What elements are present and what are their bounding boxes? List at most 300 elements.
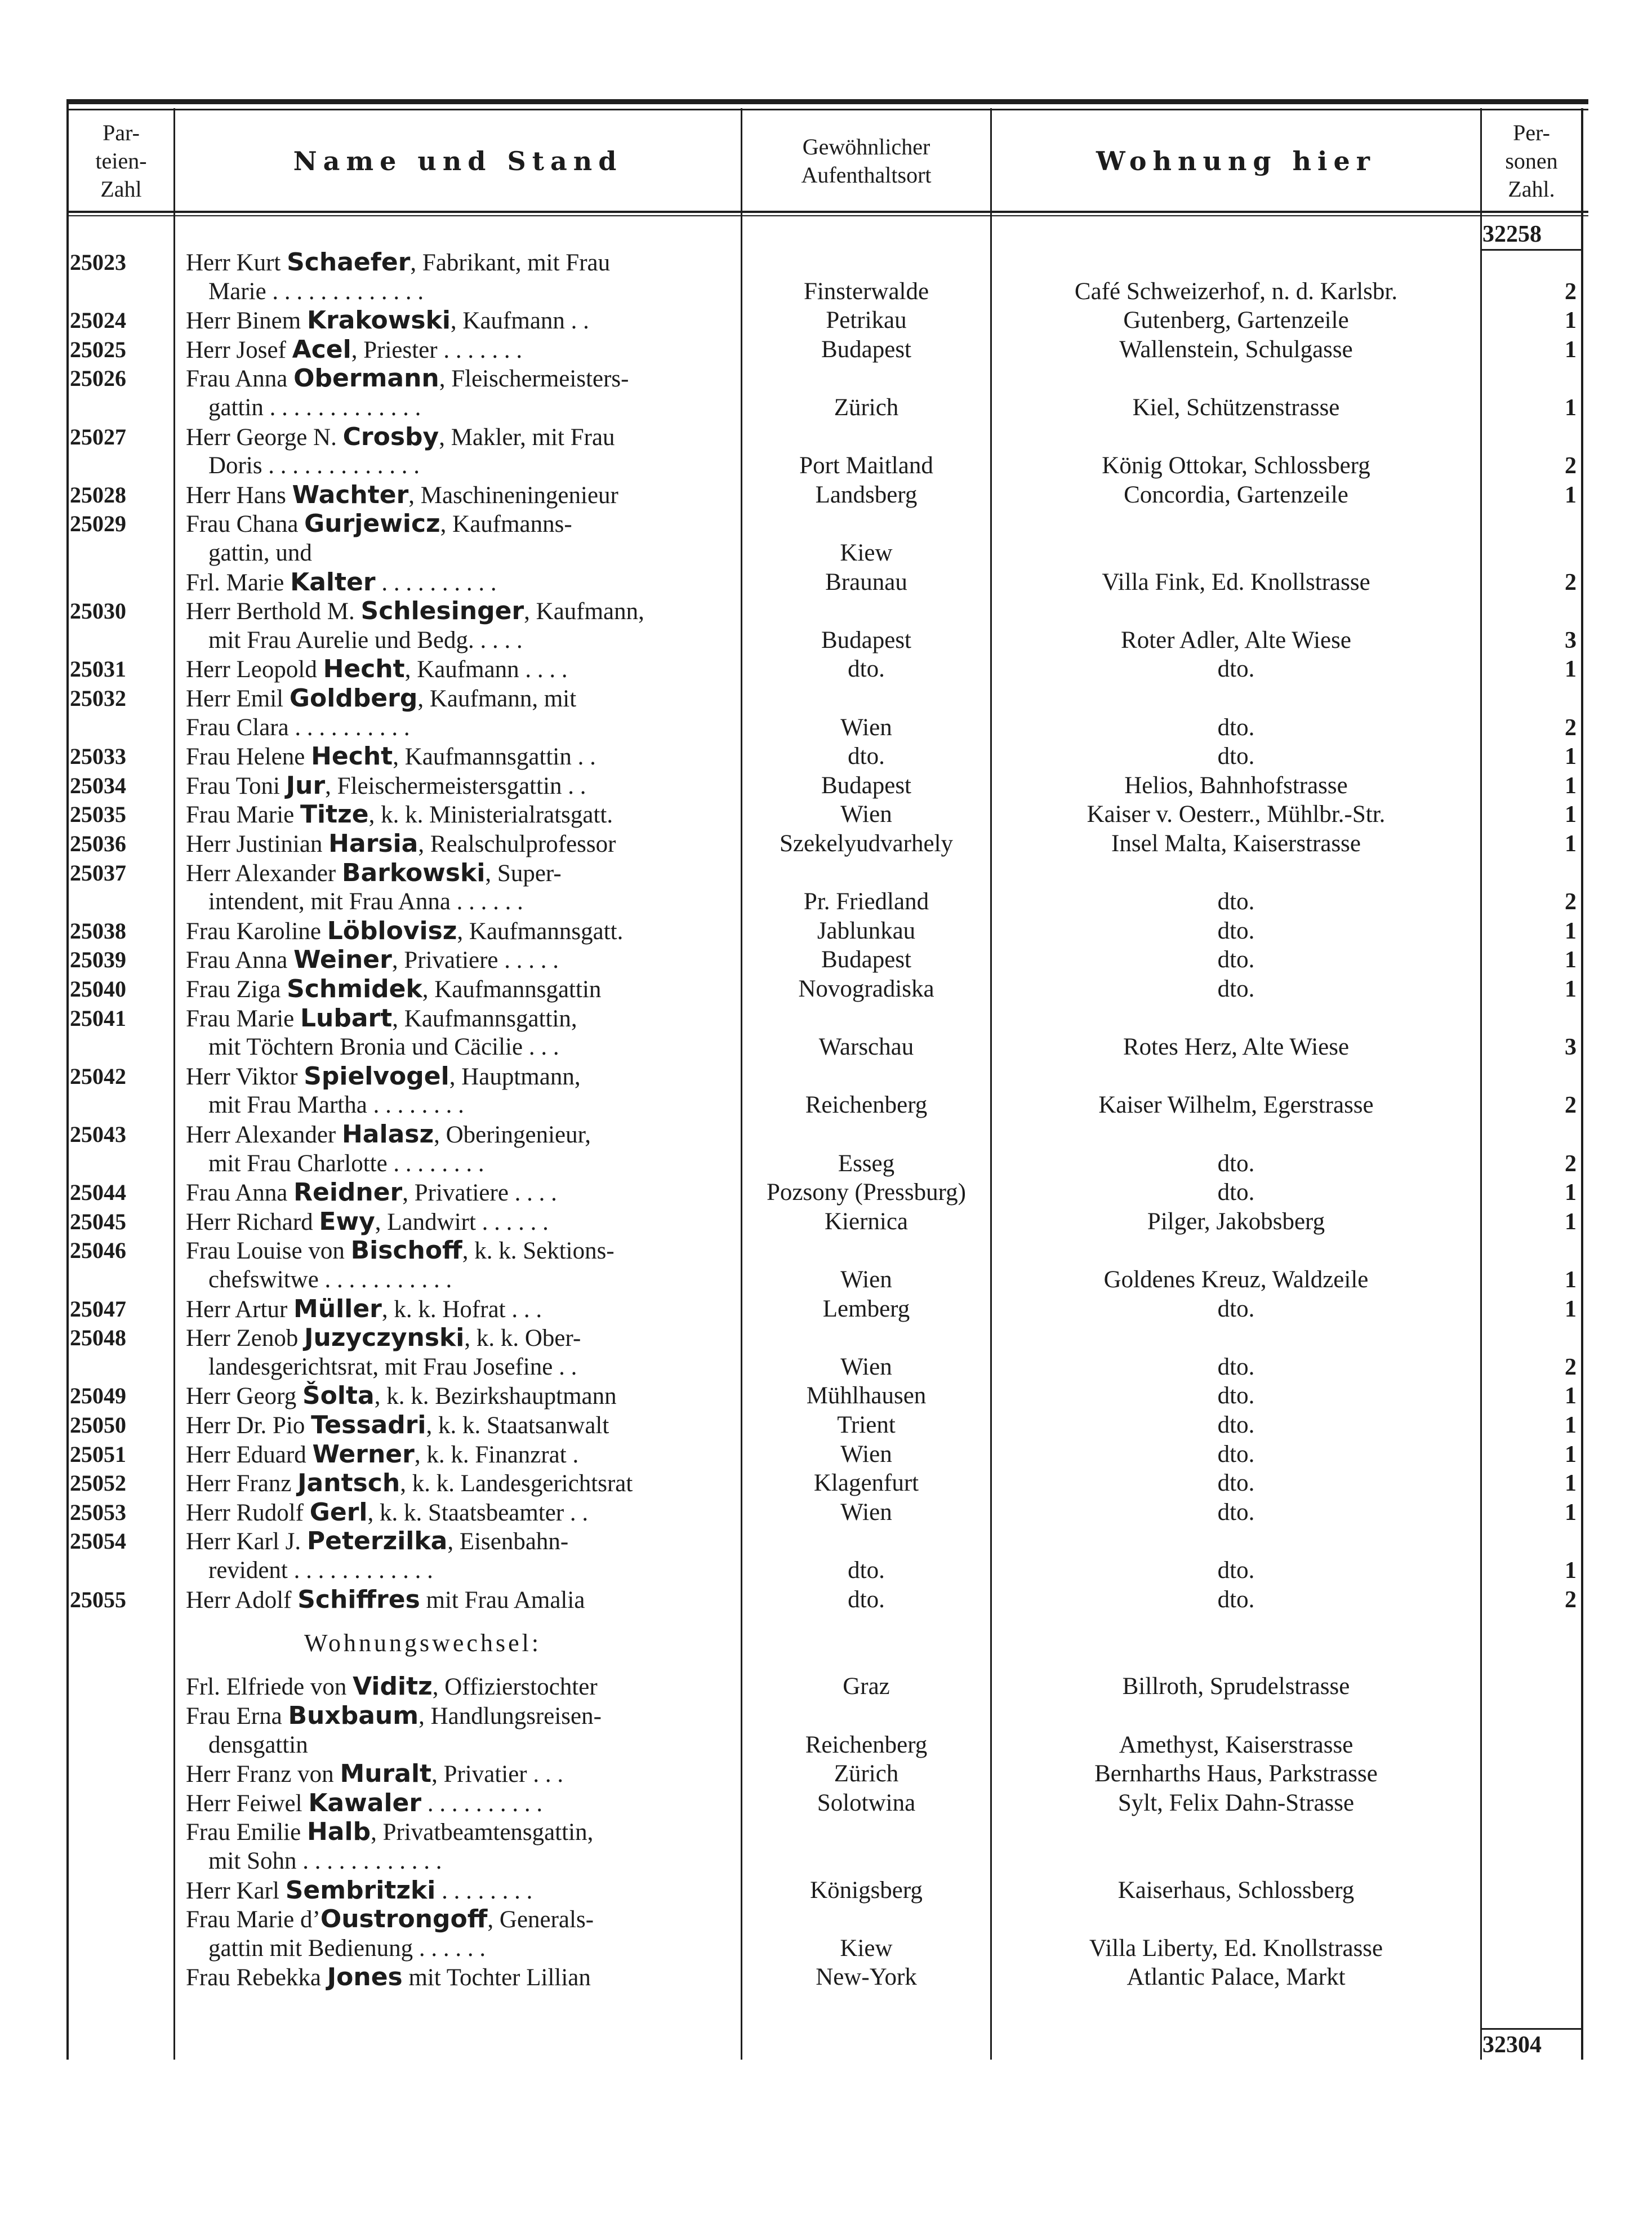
entry-residence: dto. bbox=[1217, 656, 1255, 683]
name-text: , Offizierstochter bbox=[432, 1674, 598, 1701]
entry-name-line bbox=[208, 1265, 741, 1295]
name-text: Herr Artur bbox=[186, 1296, 294, 1323]
surname: Werner bbox=[312, 1439, 415, 1469]
header-col-number-l2: teien- bbox=[95, 148, 147, 174]
entry-number: 25052 bbox=[70, 1470, 126, 1496]
name-text: Frau Emilie bbox=[186, 1819, 307, 1846]
entry-name-line bbox=[186, 1759, 741, 1789]
entry-origin: Landsberg bbox=[815, 481, 918, 508]
entry-origin: Wien bbox=[840, 1440, 892, 1468]
surname: Schiffres bbox=[297, 1585, 420, 1614]
entry-residence: dto. bbox=[1217, 1179, 1255, 1206]
entry-name-line bbox=[208, 1847, 741, 1876]
surname: Obermann bbox=[293, 364, 439, 393]
entry-name-line bbox=[186, 1120, 741, 1150]
entry-persons: 2 bbox=[1565, 1150, 1577, 1177]
surname: Peterzilka bbox=[306, 1527, 448, 1556]
entry-name-line bbox=[186, 1207, 741, 1237]
entry-name-line bbox=[186, 975, 741, 1004]
name-text: Herr Zenob bbox=[186, 1325, 305, 1352]
entry-name-line bbox=[186, 597, 741, 626]
name-text: Herr Eduard bbox=[186, 1441, 313, 1468]
entry-persons: 2 bbox=[1565, 569, 1577, 595]
entry-number: 25032 bbox=[70, 686, 126, 711]
entry-persons: 1 bbox=[1565, 947, 1577, 973]
entry-name-line bbox=[186, 917, 741, 946]
name-text: gattin, und bbox=[208, 540, 312, 566]
header-col-origin-l2: Aufenthaltsort bbox=[801, 162, 932, 188]
name-text: Frau Clara . . . . . . . . . . bbox=[186, 714, 410, 741]
entry-name-line bbox=[186, 1295, 741, 1324]
section-title: Wohnungswechsel: bbox=[304, 1629, 542, 1657]
entry-residence: dto. bbox=[1217, 946, 1255, 973]
name-text: Herr Berthold M. bbox=[186, 598, 361, 625]
name-text: . . . . . . . . bbox=[435, 1877, 533, 1904]
entry-name-line bbox=[186, 829, 741, 859]
surname: Löblovisz bbox=[327, 916, 457, 945]
name-text: Herr Alexander bbox=[186, 1122, 342, 1148]
entry-origin: Trient bbox=[837, 1412, 896, 1438]
name-text: Frau Erna bbox=[186, 1703, 288, 1729]
name-text: intendent, mit Frau Anna . . . . . . bbox=[208, 888, 523, 915]
name-text: mit Töchtern Bronia und Cäcilie . . . bbox=[208, 1034, 559, 1061]
entry-name-line bbox=[186, 509, 741, 539]
header-col-persons-l1: Per- bbox=[1513, 120, 1550, 145]
entry-residence: dto. bbox=[1217, 1382, 1255, 1410]
entry-persons: 2 bbox=[1565, 714, 1577, 741]
surname: Halasz bbox=[341, 1120, 434, 1149]
entry-origin: Budapest bbox=[821, 336, 912, 363]
entry-name-line bbox=[186, 800, 741, 830]
entry-persons: 2 bbox=[1565, 889, 1577, 915]
entry-name-line bbox=[186, 1527, 741, 1557]
entry-origin: Budapest bbox=[821, 772, 912, 799]
name-text: densgattin bbox=[208, 1731, 308, 1758]
entry-number: 25033 bbox=[70, 744, 126, 770]
surname: Buxbaum bbox=[288, 1701, 419, 1730]
surname: Schlesinger bbox=[360, 597, 524, 626]
surname: Crosby bbox=[342, 422, 439, 451]
surname: Kawaler bbox=[308, 1788, 422, 1817]
surname: Weiner bbox=[293, 945, 392, 975]
name-text: chefswitwe . . . . . . . . . . . bbox=[208, 1266, 452, 1293]
name-text: , Super- bbox=[485, 860, 562, 887]
entry-origin: Szekelyudvarhely bbox=[779, 830, 954, 857]
entry-residence: Wallenstein, Schulgasse bbox=[1119, 336, 1353, 363]
entry-persons: 3 bbox=[1565, 627, 1577, 653]
surname: Müller bbox=[293, 1294, 382, 1323]
name-text: Herr Viktor bbox=[186, 1063, 304, 1090]
change-origin: Zürich bbox=[834, 1760, 899, 1788]
surname: Jones bbox=[327, 1963, 403, 1992]
entry-number: 25046 bbox=[70, 1238, 126, 1264]
surname: Jur bbox=[286, 771, 326, 800]
entry-name-line bbox=[186, 1323, 741, 1353]
entry-residence: Rotes Herz, Alte Wiese bbox=[1123, 1034, 1350, 1061]
entry-number: 25030 bbox=[70, 598, 126, 624]
name-text: , Kaufmannsgatt. bbox=[457, 918, 624, 945]
entry-persons: 1 bbox=[1565, 802, 1577, 828]
surname: Hecht bbox=[323, 655, 405, 684]
entry-number: 25029 bbox=[70, 511, 126, 537]
entry-name-line bbox=[186, 248, 741, 278]
entry-origin: Kiew bbox=[840, 540, 893, 566]
entry-name-line bbox=[186, 1440, 741, 1470]
name-text: Herr Rudolf bbox=[186, 1499, 310, 1526]
entry-residence: Roter Adler, Alte Wiese bbox=[1121, 626, 1351, 653]
change-origin: Königsberg bbox=[810, 1877, 923, 1904]
name-text: Frau Helene bbox=[186, 744, 311, 771]
entry-persons: 1 bbox=[1565, 336, 1577, 363]
entry-origin: Budapest bbox=[821, 626, 912, 653]
name-text: Frau Anna bbox=[186, 947, 294, 974]
entry-residence: dto. bbox=[1217, 1470, 1255, 1497]
entry-name-line bbox=[186, 364, 741, 394]
entry-number: 25035 bbox=[70, 802, 126, 828]
surname: Gerl bbox=[309, 1497, 368, 1527]
entry-residence: dto. bbox=[1217, 714, 1255, 741]
entry-name-line bbox=[186, 568, 741, 598]
entry-residence: dto. bbox=[1217, 1353, 1255, 1380]
entry-persons: 2 bbox=[1565, 1354, 1577, 1380]
name-text: , Kaufmanns- bbox=[440, 511, 572, 538]
name-text: , Kaufmannsgattin bbox=[422, 976, 602, 1003]
name-text: , Hauptmann, bbox=[449, 1063, 581, 1090]
name-text: , Fleischermeistersgattin . . bbox=[325, 772, 586, 799]
entry-name-line bbox=[186, 1381, 741, 1411]
entry-number: 25051 bbox=[70, 1441, 126, 1467]
name-text: , Privatier . . . bbox=[431, 1761, 564, 1788]
change-residence: Amethyst, Kaiserstrasse bbox=[1119, 1731, 1353, 1758]
entry-origin: Warschau bbox=[818, 1034, 914, 1061]
name-text: . . . . . . . . . . bbox=[421, 1790, 543, 1817]
name-text: , k. k. Finanzrat . bbox=[414, 1441, 579, 1468]
entry-residence: dto. bbox=[1217, 1440, 1255, 1468]
entry-number: 25053 bbox=[70, 1499, 126, 1525]
left-border bbox=[66, 99, 69, 2060]
name-text: , Eisenbahn- bbox=[447, 1528, 569, 1555]
name-text: mit Frau Martha . . . . . . . . bbox=[208, 1092, 464, 1119]
name-text: , Kaufmann . . . . bbox=[404, 656, 568, 683]
entry-origin: Lemberg bbox=[822, 1295, 910, 1322]
entry-name-line bbox=[186, 1672, 741, 1702]
entry-number: 25041 bbox=[70, 1005, 126, 1031]
name-text: , Fleischermeisters- bbox=[439, 366, 629, 393]
name-text: Frl. Elfriede von bbox=[186, 1674, 353, 1701]
name-text: Frau Anna bbox=[186, 366, 294, 393]
entry-residence: Gutenberg, Gartenzeile bbox=[1123, 307, 1349, 334]
name-text: gattin mit Bedienung . . . . . . bbox=[208, 1935, 486, 1962]
entry-residence: Villa Fink, Ed. Knollstrasse bbox=[1102, 568, 1370, 595]
name-text: , Makler, mit Frau bbox=[439, 424, 615, 451]
entry-name-line bbox=[186, 1585, 741, 1615]
name-text: , k. k. Staatsanwalt bbox=[426, 1412, 609, 1439]
carry-in-total: 32258 bbox=[1482, 221, 1542, 247]
entry-persons: 1 bbox=[1565, 1499, 1577, 1526]
header-col-persons-l3: Zahl. bbox=[1508, 176, 1555, 202]
name-text: Herr Hans bbox=[186, 482, 292, 509]
entry-persons: 1 bbox=[1565, 395, 1577, 421]
header-col-persons bbox=[1482, 113, 1581, 210]
name-text: Frau Anna bbox=[186, 1180, 294, 1207]
entry-residence: dto. bbox=[1217, 1412, 1255, 1438]
name-text: Herr Feiwel bbox=[186, 1790, 309, 1817]
entry-number: 25047 bbox=[70, 1296, 126, 1322]
header-col-origin-l1: Gewöhnlicher bbox=[802, 134, 930, 159]
entry-number: 25044 bbox=[70, 1180, 126, 1206]
name-text: Herr Richard bbox=[186, 1208, 319, 1235]
entry-residence: dto. bbox=[1217, 1150, 1255, 1177]
surname: Muralt bbox=[340, 1759, 432, 1789]
entry-origin: Kiernica bbox=[824, 1208, 909, 1235]
name-text: mit Frau Amalia bbox=[420, 1586, 585, 1613]
entry-origin: Wien bbox=[840, 1499, 892, 1526]
name-text: , Maschineningenieur bbox=[408, 482, 618, 509]
entry-origin: Esseg bbox=[838, 1150, 895, 1177]
entry-persons: 3 bbox=[1565, 1034, 1577, 1061]
entry-name-line bbox=[186, 1905, 741, 1935]
name-text: , Kaufmannsgattin, bbox=[392, 1005, 577, 1032]
entry-origin: Klagenfurt bbox=[813, 1470, 919, 1497]
entry-name-line bbox=[186, 1876, 741, 1906]
surname: Spielvogel bbox=[304, 1061, 449, 1091]
name-text: Herr Leopold bbox=[186, 656, 323, 683]
change-residence: Bernharths Haus, Parkstrasse bbox=[1094, 1760, 1378, 1788]
change-residence: Billroth, Sprudelstrasse bbox=[1122, 1673, 1350, 1700]
name-text: . . . . . . . . . . bbox=[375, 569, 497, 596]
entry-origin: Reichenberg bbox=[805, 1092, 928, 1119]
right-border bbox=[1581, 108, 1583, 2060]
entry-name-line bbox=[186, 771, 741, 801]
name-text: , Generals- bbox=[487, 1906, 594, 1933]
entry-name-line bbox=[208, 1091, 741, 1120]
header-col-origin bbox=[742, 113, 990, 210]
entry-residence: Kaiser Wilhelm, Egerstrasse bbox=[1098, 1092, 1374, 1119]
name-text: , Oberingenieur, bbox=[434, 1122, 591, 1148]
name-text: , k. k. Bezirkshauptmann bbox=[374, 1383, 617, 1410]
surname: Tessadri bbox=[311, 1411, 426, 1439]
name-text: Herr Franz von bbox=[186, 1761, 340, 1788]
surname: Sembritzki bbox=[285, 1875, 436, 1905]
name-text: , Privatiere . . . . bbox=[402, 1180, 557, 1207]
carry-in-underline bbox=[1481, 249, 1582, 251]
entry-persons: 2 bbox=[1565, 453, 1577, 479]
entry-residence: König Ottokar, Schlossberg bbox=[1102, 452, 1370, 479]
entry-origin: Wien bbox=[840, 714, 892, 741]
entry-origin: Zürich bbox=[834, 394, 899, 421]
surname: Halb bbox=[306, 1817, 371, 1847]
entry-number: 25028 bbox=[70, 482, 126, 508]
entry-residence: dto. bbox=[1217, 917, 1255, 944]
entry-name-line bbox=[208, 1353, 741, 1382]
entry-name-line bbox=[208, 1033, 741, 1062]
entry-number: 25050 bbox=[70, 1412, 126, 1438]
entry-origin: Wien bbox=[840, 1266, 892, 1293]
entry-name-line bbox=[208, 539, 741, 568]
entry-origin: dto. bbox=[848, 1557, 885, 1584]
entry-persons: 2 bbox=[1565, 278, 1577, 305]
change-residence: Kaiserhaus, Schlossberg bbox=[1117, 1877, 1355, 1904]
entry-origin: Pr. Friedland bbox=[803, 888, 929, 915]
name-text: Frau Rebekka bbox=[186, 1964, 327, 1991]
name-text: , Privatiere . . . . . bbox=[391, 947, 559, 974]
name-text: Frl. Marie bbox=[186, 569, 291, 596]
entry-name-line bbox=[186, 423, 741, 452]
carry-out-overline bbox=[1481, 2028, 1582, 2030]
surname: Lubart bbox=[300, 1003, 393, 1033]
entry-name-line bbox=[186, 481, 741, 510]
name-text: , Fabrikant, mit Frau bbox=[410, 250, 611, 276]
entry-name-line bbox=[186, 1789, 741, 1818]
entry-name-line bbox=[186, 859, 741, 888]
surname: Barkowski bbox=[341, 858, 486, 887]
change-residence: Villa Liberty, Ed. Knollstrasse bbox=[1089, 1935, 1383, 1962]
entry-origin: dto. bbox=[848, 656, 885, 683]
name-text: Frau Karoline bbox=[186, 918, 327, 945]
entry-name-line bbox=[186, 1701, 741, 1731]
entry-origin: Jablunkau bbox=[817, 917, 916, 944]
surname: Wachter bbox=[292, 480, 409, 509]
entry-name-line bbox=[208, 1934, 741, 1963]
name-text: Frau Marie bbox=[186, 802, 300, 829]
entry-origin: dto. bbox=[848, 1586, 885, 1613]
entry-name-line bbox=[186, 742, 741, 772]
entry-persons: 1 bbox=[1565, 308, 1577, 334]
name-text: , Kaufmann, bbox=[524, 598, 644, 625]
entry-name-line bbox=[208, 626, 741, 655]
name-text: , Landwirt . . . . . . bbox=[375, 1208, 549, 1235]
surname: Hecht bbox=[311, 742, 393, 771]
entry-persons: 1 bbox=[1565, 1296, 1577, 1322]
entry-number: 25024 bbox=[70, 308, 126, 334]
surname: Šolta bbox=[302, 1381, 375, 1411]
entry-residence: Café Schweizerhof, n. d. Karlsbr. bbox=[1074, 278, 1398, 305]
entry-origin: Mühlhausen bbox=[806, 1382, 927, 1410]
surname: Krakowski bbox=[306, 306, 451, 335]
entry-number: 25038 bbox=[70, 918, 126, 944]
name-text: Herr Justinian bbox=[186, 831, 329, 857]
entry-number: 25025 bbox=[70, 336, 126, 362]
entry-name-line bbox=[186, 1963, 741, 1993]
entry-name-line bbox=[186, 1004, 741, 1034]
surname: Ewy bbox=[319, 1207, 375, 1236]
change-origin: Kiew bbox=[840, 1935, 893, 1962]
entry-origin: Budapest bbox=[821, 946, 912, 973]
top-rule bbox=[66, 99, 1588, 104]
entry-residence: Kaiser v. Oesterr., Mühlbr.-Str. bbox=[1087, 801, 1386, 828]
name-text: Herr George N. bbox=[186, 424, 343, 451]
entry-persons: 1 bbox=[1565, 772, 1577, 799]
entry-number: 25043 bbox=[70, 1122, 126, 1147]
surname: Jantsch bbox=[297, 1469, 400, 1498]
header-col-number bbox=[69, 113, 173, 210]
surname: Acel bbox=[292, 335, 351, 364]
name-text: , Kaufmann . . bbox=[450, 308, 589, 335]
entry-name-line bbox=[208, 887, 741, 917]
entry-name-line bbox=[186, 655, 741, 684]
entry-persons: 2 bbox=[1565, 1586, 1577, 1613]
entry-number: 25049 bbox=[70, 1383, 126, 1409]
entry-persons: 1 bbox=[1565, 976, 1577, 1002]
name-text: Frau Marie bbox=[186, 1005, 300, 1032]
entry-name-line bbox=[208, 1731, 741, 1760]
entry-number: 25026 bbox=[70, 366, 126, 392]
change-origin: Reichenberg bbox=[805, 1731, 928, 1758]
entry-name-line bbox=[208, 1149, 741, 1179]
entry-origin: Novogradiska bbox=[798, 976, 934, 1002]
entry-name-line bbox=[208, 451, 741, 481]
header-col-persons-l2: sonen bbox=[1505, 148, 1558, 174]
name-text: Frau Ziga bbox=[186, 976, 287, 1003]
entry-persons: 1 bbox=[1565, 1470, 1577, 1497]
entry-name-line bbox=[186, 1236, 741, 1266]
name-text: , k. k. Hofrat . . . bbox=[381, 1296, 542, 1323]
name-text: , Privatbeamtensgattin, bbox=[371, 1819, 594, 1846]
entry-residence: Helios, Bahnhofstrasse bbox=[1124, 772, 1348, 799]
header-bottom-rule-thin bbox=[66, 215, 1588, 216]
name-text: , k. k. Ministerialratsgatt. bbox=[368, 802, 613, 829]
surname: Titze bbox=[300, 800, 369, 829]
name-text: Marie . . . . . . . . . . . . . bbox=[208, 278, 424, 305]
header-col-number-l1: Par- bbox=[103, 120, 140, 145]
name-text: Herr Kurt bbox=[186, 250, 287, 276]
entry-residence: dto. bbox=[1217, 976, 1255, 1002]
entry-origin: Finsterwalde bbox=[803, 278, 929, 305]
name-text: , Kaufmannsgattin . . bbox=[393, 744, 596, 771]
name-text: , Kaufmann, mit bbox=[417, 686, 577, 712]
entry-residence: Pilger, Jakobsberg bbox=[1147, 1208, 1325, 1235]
entry-residence: Goldenes Kreuz, Waldzeile bbox=[1103, 1266, 1369, 1293]
header-col-name: Name und Stand bbox=[293, 146, 623, 176]
surname: Schaefer bbox=[287, 248, 411, 277]
top-rule-thin bbox=[66, 109, 1588, 110]
entry-residence: Insel Malta, Kaiserstrasse bbox=[1111, 830, 1361, 857]
name-text: Doris . . . . . . . . . . . . . bbox=[208, 452, 420, 479]
name-text: mit Sohn . . . . . . . . . . . . bbox=[208, 1848, 442, 1874]
name-text: , Handlungsreisen- bbox=[418, 1703, 602, 1729]
name-text: Frau Toni bbox=[186, 772, 286, 799]
entry-residence: Kiel, Schützenstrasse bbox=[1132, 394, 1340, 421]
surname: Kalter bbox=[290, 567, 376, 597]
name-text: , k. k. Staatsbeamter . . bbox=[367, 1499, 589, 1526]
entry-number: 25055 bbox=[70, 1586, 126, 1612]
change-residence: Atlantic Palace, Markt bbox=[1126, 1964, 1346, 1991]
change-origin: Solotwina bbox=[817, 1789, 916, 1816]
entry-number: 25023 bbox=[70, 250, 126, 275]
entry-number: 25045 bbox=[70, 1208, 126, 1234]
name-text: , k. k. Landesgerichtsrat bbox=[400, 1470, 633, 1497]
name-text: Herr Emil bbox=[186, 686, 290, 712]
surname: Gurjewicz bbox=[304, 509, 440, 539]
entry-persons: 1 bbox=[1565, 656, 1577, 683]
entry-persons: 1 bbox=[1565, 1441, 1577, 1468]
entry-name-line bbox=[186, 1817, 741, 1847]
entry-residence: dto. bbox=[1217, 888, 1255, 915]
header-bottom-rule bbox=[66, 211, 1588, 213]
surname: Juzyczynski bbox=[304, 1323, 465, 1353]
surname: Goldberg bbox=[289, 684, 418, 713]
header-col-number-l3: Zahl bbox=[100, 176, 142, 202]
name-text: revident . . . . . . . . . . . . bbox=[208, 1557, 433, 1584]
surname: Viditz bbox=[353, 1672, 433, 1701]
name-text: gattin . . . . . . . . . . . . . bbox=[208, 394, 421, 421]
entry-number: 25040 bbox=[70, 976, 126, 1002]
name-text: Herr Karl J. bbox=[186, 1528, 307, 1555]
entry-number: 25039 bbox=[70, 947, 126, 973]
name-text: , k. k. Sektions- bbox=[462, 1238, 615, 1265]
entry-name-line bbox=[186, 713, 741, 742]
name-text: Frau Marie d’ bbox=[186, 1906, 320, 1933]
